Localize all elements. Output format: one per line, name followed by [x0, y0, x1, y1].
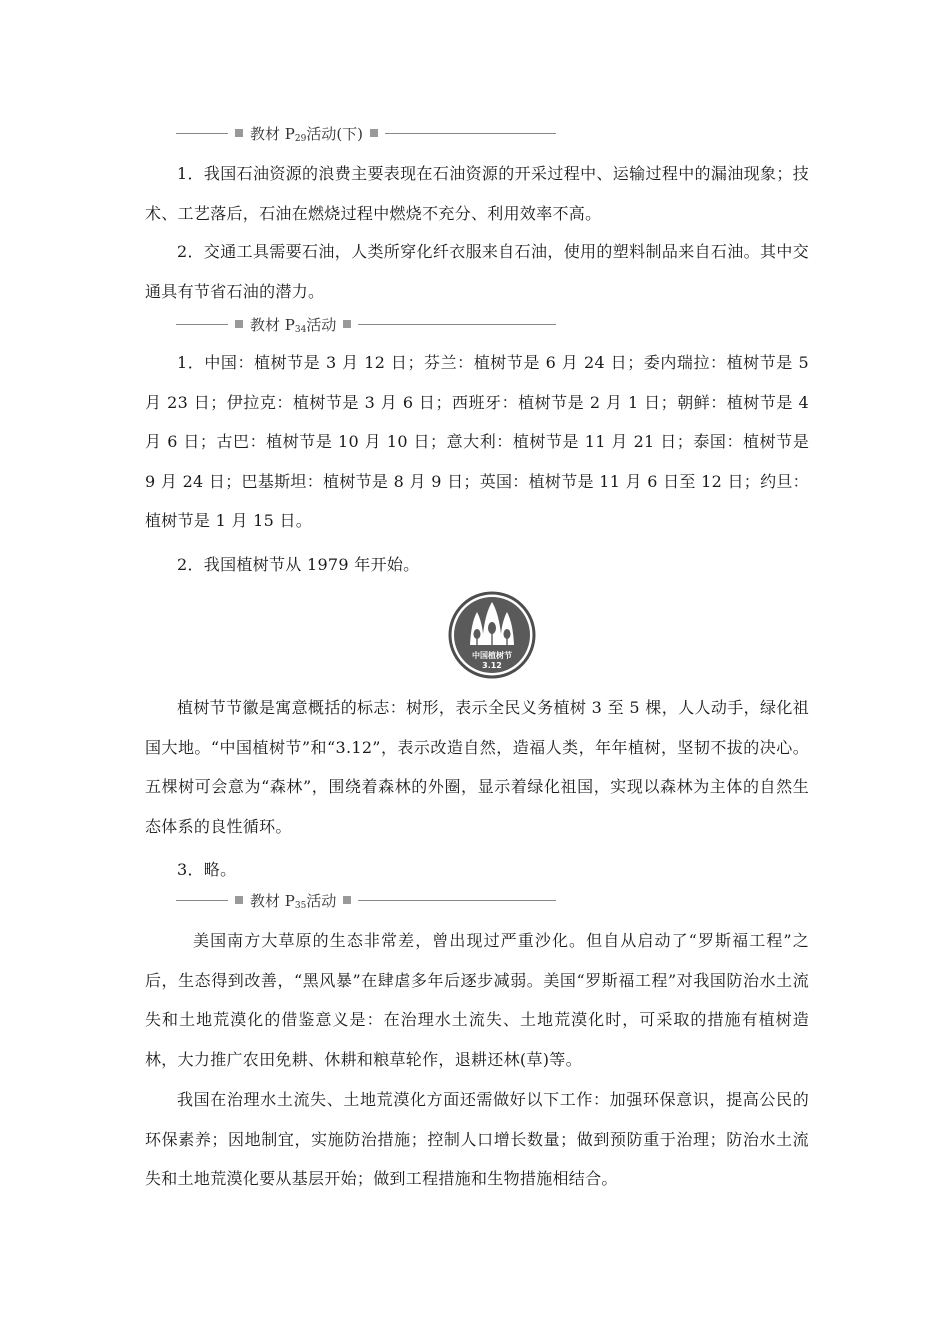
section-heading-p29 — [176, 121, 556, 145]
heading-rule-left — [176, 133, 228, 134]
square-bullet-icon — [235, 896, 243, 904]
section-heading-p35 — [176, 888, 556, 912]
arbor-day-emblem — [444, 590, 540, 680]
heading-title: 教材 $P_{35}$活动 — [250, 891, 337, 911]
heading-rule-right — [358, 324, 556, 325]
square-bullet-icon — [343, 320, 351, 328]
square-bullet-icon — [235, 320, 243, 328]
paragraph: 1．中国：植树节是 3 月 12 日；芬兰：植树节是 6 月 24 日；委内瑞拉：植树节是 5 月 23 日；伊拉克：植树节是 3 月 6 日；西班牙：植树节是 2 月 1 日；朝鲜：植树节是 4 月 6 日；古巴：植树节是 10 月 10 日；意大利：植树节是 11 月 21 日；泰国：植树节是 9 月 24 日；巴基斯坦：植树节是 8 月 9 日；英国：植树节是 11 月 6 日至 12 日；约旦：植树节是 1 月 15 日。 — [145, 353, 809, 530]
heading-rule-left — [176, 900, 228, 901]
emblem-date: 3.12 — [482, 661, 502, 670]
paragraph: 美国南方大草原的生态非常差，曾出现过严重沙化。但自从启动了“罗斯福工程”之后，生态得到改善，“黑风暴”在肆虐多年后逐步减弱。美国“罗斯福工程”对我国防治水土流失和土地荒漠化的借鉴意义是：在治理水土流失、土地荒漠化时，可采取的措施有植树造林，大力推广农田免耕、休耕和粮草轮作，退耕还林(草)等。 — [145, 931, 809, 1069]
heading-rule-right — [385, 133, 556, 134]
square-bullet-icon — [235, 129, 243, 137]
heading-rule-right — [358, 900, 556, 901]
section-heading-p34 — [176, 312, 556, 336]
paragraph: 2．交通工具需要石油，人类所穿化纤衣服来自石油，使用的塑料制品来自石油。其中交通具有节省石油的潜力。 — [145, 242, 809, 301]
paragraph: 1．我国石油资源的浪费主要表现在石油资源的开采过程中、运输过程中的漏油现象；技术、工艺落后，石油在燃烧过程中燃烧不充分、利用效率不高。 — [145, 164, 809, 223]
paragraph: 2．我国植树节从 1979 年开始。 — [177, 555, 420, 574]
square-bullet-icon — [370, 129, 378, 137]
heading-rule-left — [176, 324, 228, 325]
heading-title: 教材 $P_{29}$活动(下) — [250, 124, 364, 144]
paragraph: 我国在治理水土流失、土地荒漠化方面还需做好以下工作：加强环保意识，提高公民的环保素养；因地制宜，实施防治措施；控制人口增长数量；做到预防重于治理；防治水土流失和土地荒漠化要从基层开始；做到工程措施和生物措施相结合。 — [145, 1090, 809, 1188]
square-bullet-icon — [343, 896, 351, 904]
paragraph: 植树节节徽是寓意概括的标志：树形，表示全民义务植树 3 至 5 棵，人人动手，绿化祖国大地。“中国植树节”和“3.12”，表示改造自然，造福人类，年年植树，坚韧不拔的决心。五棵树可会意为“森林”，围绕着森林的外圈，显示着绿化祖国，实现以森林为主体的自然生态体系的良性循环。 — [145, 698, 809, 836]
heading-title: 教材 $P_{34}$活动 — [250, 315, 337, 335]
emblem-text: 中国植树节 — [472, 651, 512, 660]
paragraph: 3．略。 — [177, 860, 237, 879]
